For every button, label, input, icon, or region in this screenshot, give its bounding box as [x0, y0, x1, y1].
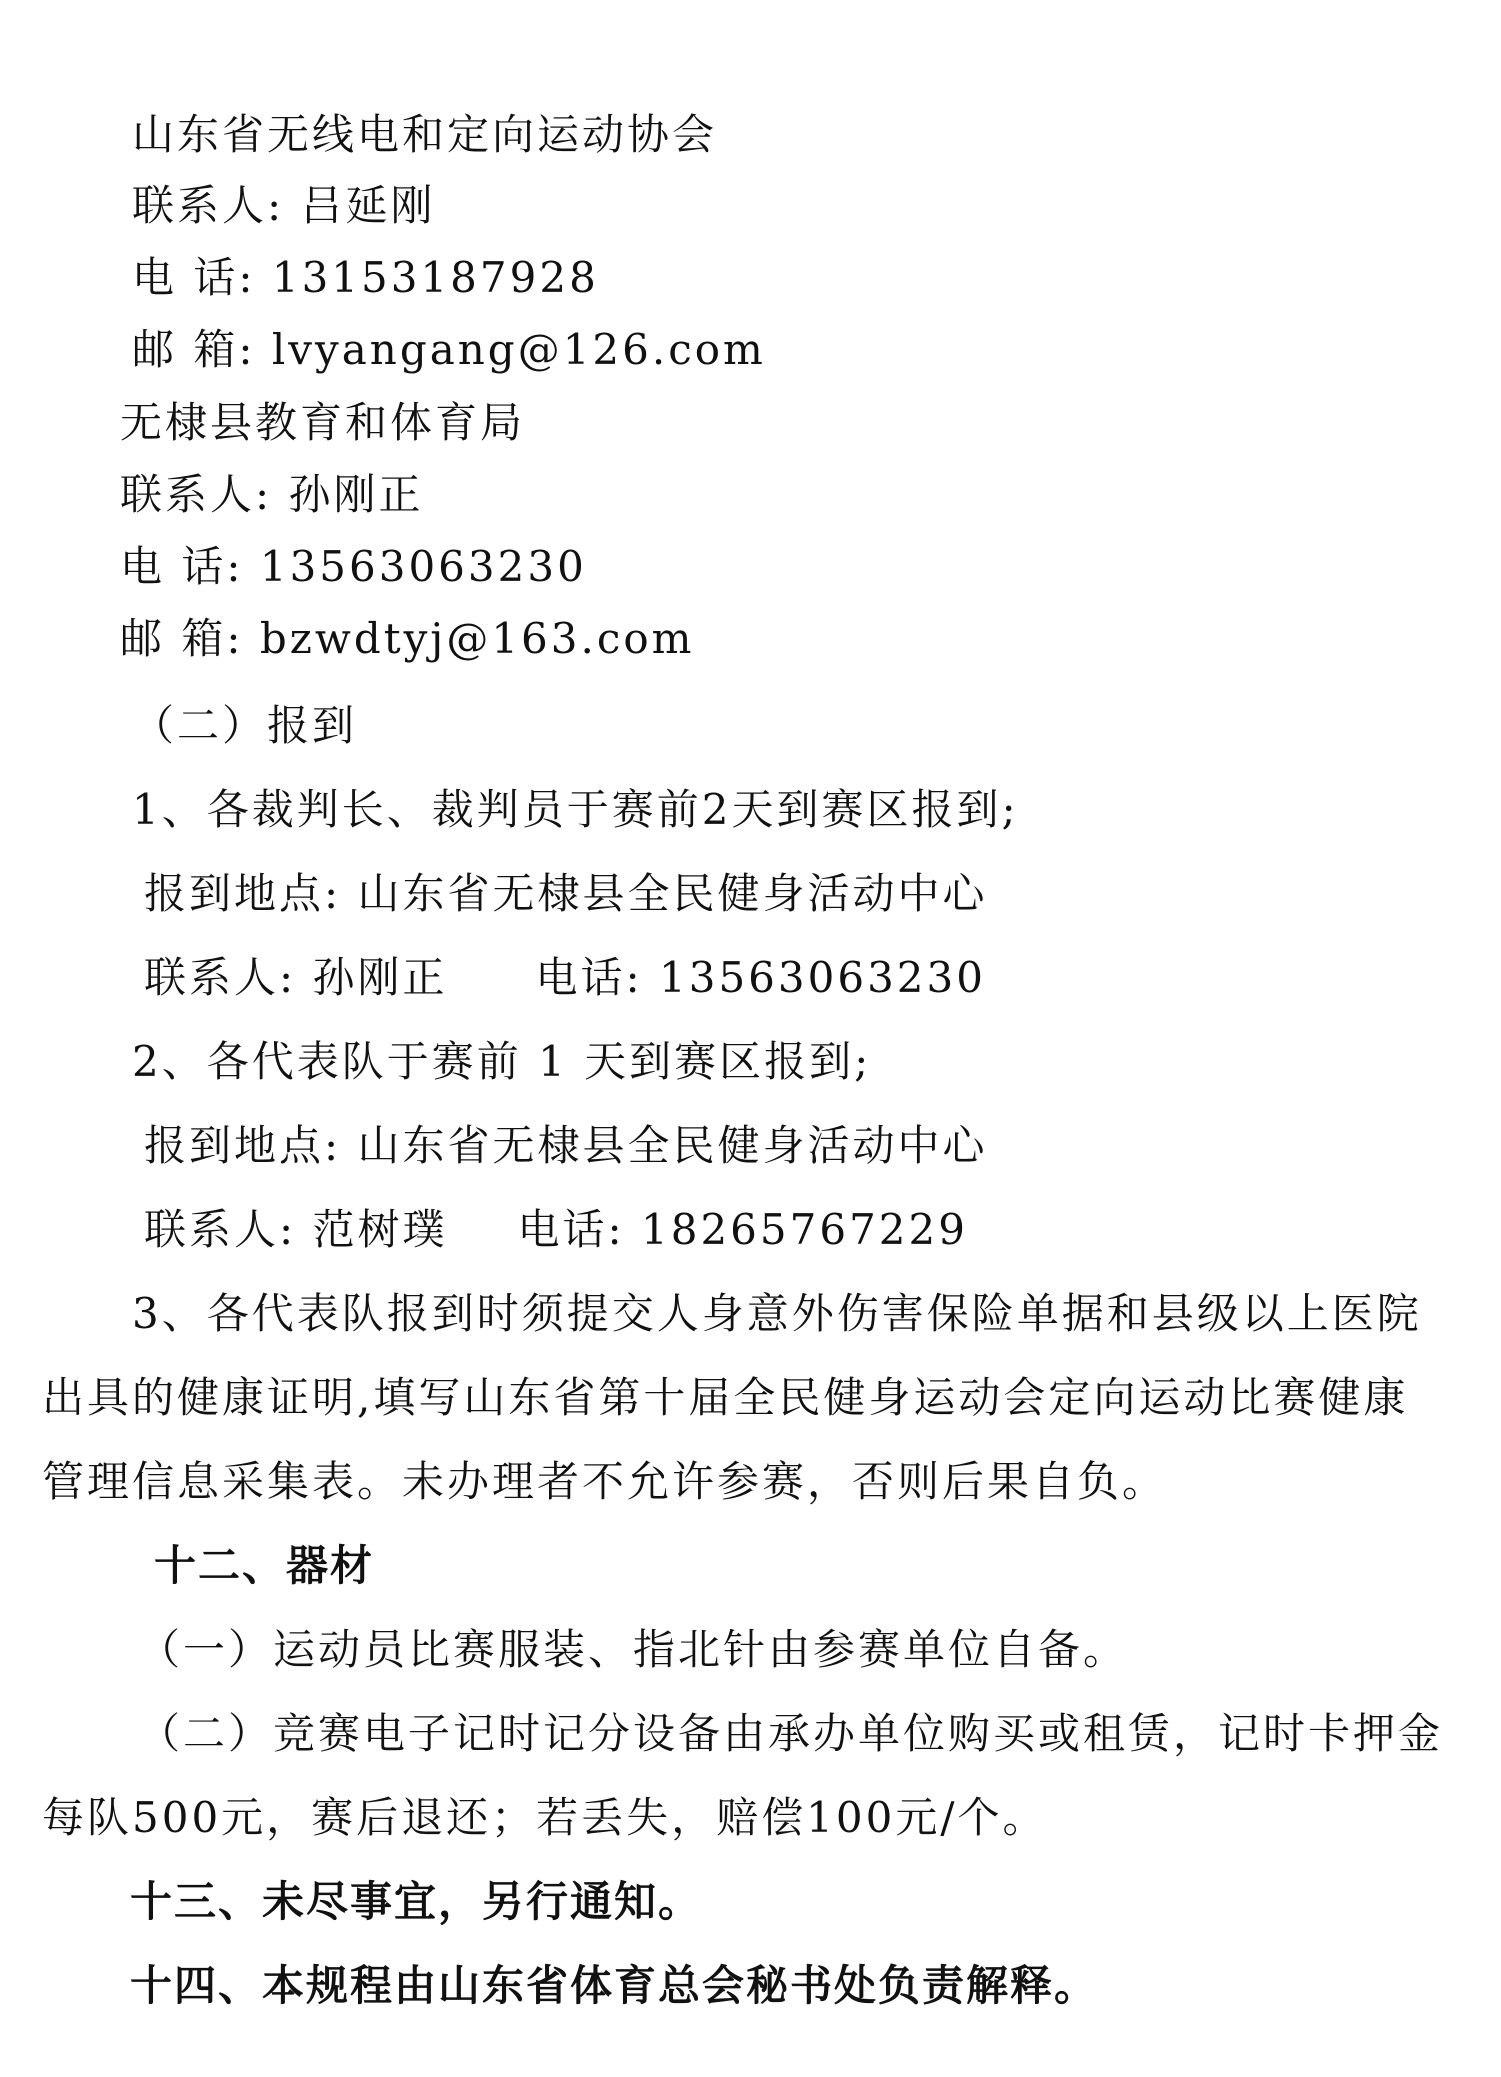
registration-item-1-contact: 联系人: 孙刚正	[144, 953, 448, 1002]
registration-item-2-contact: 联系人: 范树璞	[144, 1205, 448, 1254]
registration-item-2: 2、各代表队于赛前 1 天到赛区报到;	[132, 1037, 872, 1086]
org2-name: 无棣县教育和体育局	[120, 398, 526, 447]
equipment-item-2-line-2: 每队500元，赛后退还；若丢失，赔偿100元/个。	[42, 1793, 1048, 1842]
equipment-item-2-line-1: （二）竞赛电子记时记分设备由承办单位购买或租赁，记时卡押金	[138, 1709, 1444, 1758]
org2-contact: 联系人: 孙刚正	[120, 470, 424, 519]
registration-item-3-line-2: 出具的健康证明,填写山东省第十届全民健身运动会定向运动比赛健康	[42, 1373, 1409, 1422]
registration-item-2-contact-line	[144, 1202, 968, 1258]
registration-item-1: 1、各裁判长、裁判员于赛前2天到赛区报到;	[132, 785, 1019, 834]
registration-heading: （二）报到	[132, 701, 358, 750]
org2-email: 邮 箱: bzwdtyj@163.com	[120, 614, 695, 663]
org2-phone: 电 话: 13563063230	[120, 542, 587, 591]
org1-name: 山东省无线电和定向运动协会	[132, 110, 718, 159]
org1-contact: 联系人: 吕延刚	[132, 181, 436, 230]
registration-item-3-line-3: 管理信息采集表。未办理者不允许参赛，否则后果自负。	[42, 1457, 1168, 1506]
registration-item-1-contact-line	[144, 950, 986, 1006]
registration-item-1-phone: 电话: 13563063230	[535, 953, 986, 1002]
section-13: 十三、未尽事宜，另行通知。	[130, 1877, 703, 1926]
org1-phone: 电 话: 13153187928	[132, 253, 599, 302]
equipment-heading: 十二、器材	[154, 1541, 375, 1590]
registration-item-3-line-1: 3、各代表队报到时须提交人身意外伤害保险单据和县级以上医院	[132, 1289, 1422, 1338]
org1-email: 邮 箱: lvyangang@126.com	[132, 325, 766, 374]
registration-item-2-place: 报到地点: 山东省无棣县全民健身活动中心	[144, 1121, 988, 1170]
registration-item-2-phone: 电话: 18265767229	[517, 1205, 968, 1254]
registration-item-1-place: 报到地点: 山东省无棣县全民健身活动中心	[144, 869, 988, 918]
section-14: 十四、本规程由山东省体育总会秘书处负责解释。	[130, 1961, 1099, 2010]
equipment-item-1: （一）运动员比赛服装、指北针由参赛单位自备。	[138, 1625, 1129, 1674]
